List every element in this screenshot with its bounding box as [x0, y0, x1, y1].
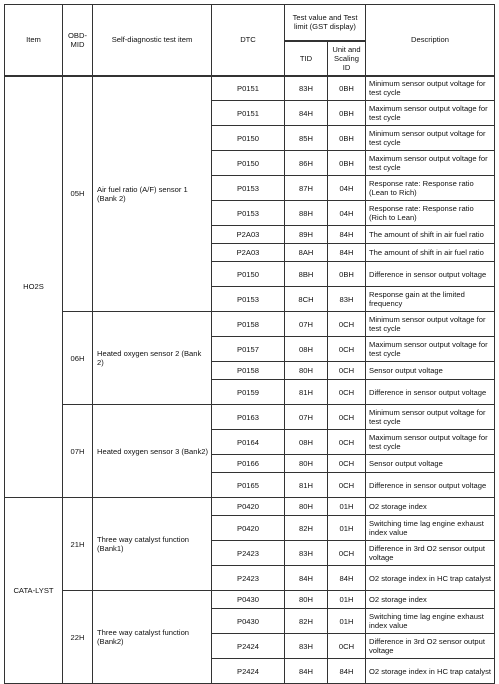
test-item-cell: Three way catalyst function (Bank2) [93, 591, 212, 684]
tid-cell: 8CH [285, 287, 328, 312]
unit-scaling-cell: 84H [328, 226, 366, 244]
tid-cell: 87H [285, 176, 328, 201]
tid-cell: 81H [285, 380, 328, 405]
dtc-cell: P0157 [212, 337, 285, 362]
dtc-cell: P0163 [212, 405, 285, 430]
description-cell: Difference in 3rd O2 sensor output voltage [366, 634, 495, 659]
dtc-cell: P0151 [212, 101, 285, 126]
dtc-cell: P2424 [212, 634, 285, 659]
dtc-cell: P0158 [212, 362, 285, 380]
description-cell: Sensor output voltage [366, 455, 495, 473]
unit-scaling-cell: 0CH [328, 634, 366, 659]
dtc-cell: P2A03 [212, 226, 285, 244]
unit-scaling-cell: 01H [328, 498, 366, 516]
dtc-cell: P0153 [212, 176, 285, 201]
header-test-item: Self-diagnostic test item [93, 5, 212, 76]
tid-cell: 82H [285, 516, 328, 541]
item-cell: HO2S [5, 76, 63, 498]
dtc-cell: P0164 [212, 430, 285, 455]
description-cell: Switching time lag engine exhaust index value [366, 516, 495, 541]
test-item-cell: Heated oxygen sensor 3 (Bank2) [93, 405, 212, 498]
description-cell: Minimum sensor output voltage for test cycle [366, 126, 495, 151]
tid-cell: 89H [285, 226, 328, 244]
tid-cell: 08H [285, 430, 328, 455]
dtc-cell: P0150 [212, 262, 285, 287]
description-cell: O2 storage index in HC trap catalyst [366, 659, 495, 684]
unit-scaling-cell: 0BH [328, 262, 366, 287]
test-item-cell: Air fuel ratio (A/F) sensor 1 (Bank 2) [93, 76, 212, 312]
tid-cell: 84H [285, 566, 328, 591]
tid-cell: 8AH [285, 244, 328, 262]
dtc-cell: P0159 [212, 380, 285, 405]
item-cell: CATA-LYST [5, 498, 63, 684]
tid-cell: 83H [285, 634, 328, 659]
description-cell: Minimum sensor output voltage for test cycle [366, 405, 495, 430]
header-item: Item [5, 5, 63, 76]
tid-cell: 8BH [285, 262, 328, 287]
dtc-cell: P0150 [212, 151, 285, 176]
description-cell: Difference in sensor output voltage [366, 262, 495, 287]
unit-scaling-cell: 0CH [328, 362, 366, 380]
unit-scaling-cell: 0BH [328, 101, 366, 126]
description-cell: Sensor output voltage [366, 362, 495, 380]
header-test-value-group: Test value and Test limit (GST display) [285, 5, 366, 41]
tid-cell: 83H [285, 76, 328, 101]
header-dtc: DTC [212, 5, 285, 76]
table-row [5, 591, 495, 609]
tid-cell: 07H [285, 405, 328, 430]
unit-scaling-cell: 84H [328, 244, 366, 262]
dtc-cell: P0151 [212, 76, 285, 101]
description-cell: Difference in sensor output voltage [366, 473, 495, 498]
tid-cell: 84H [285, 101, 328, 126]
tid-cell: 08H [285, 337, 328, 362]
diagnostic-test-table [4, 4, 495, 684]
tid-cell: 83H [285, 541, 328, 566]
dtc-cell: P2424 [212, 659, 285, 684]
header-tid: TID [285, 41, 328, 76]
tid-cell: 84H [285, 659, 328, 684]
description-cell: The amount of shift in air fuel ratio [366, 244, 495, 262]
dtc-cell: P0153 [212, 287, 285, 312]
unit-scaling-cell: 04H [328, 201, 366, 226]
table-row [5, 405, 495, 430]
unit-scaling-cell: 84H [328, 566, 366, 591]
tid-cell: 80H [285, 591, 328, 609]
description-cell: O2 storage index [366, 498, 495, 516]
dtc-cell: P2A03 [212, 244, 285, 262]
dtc-cell: P0165 [212, 473, 285, 498]
description-cell: Minimum sensor output voltage for test cycle [366, 312, 495, 337]
unit-scaling-cell: 0CH [328, 312, 366, 337]
tid-cell: 80H [285, 498, 328, 516]
description-cell: Maximum sensor output voltage for test cycle [366, 337, 495, 362]
dtc-cell: P2423 [212, 541, 285, 566]
header-description: Description [366, 5, 495, 76]
unit-scaling-cell: 0CH [328, 337, 366, 362]
unit-scaling-cell: 0CH [328, 380, 366, 405]
table-row [5, 76, 495, 101]
unit-scaling-cell: 01H [328, 516, 366, 541]
table-row [5, 498, 495, 516]
test-item-cell: Heated oxygen sensor 2 (Bank 2) [93, 312, 212, 405]
obd-mid-cell: 22H [63, 591, 93, 684]
description-cell: Response rate: Response ratio (Rich to Lean) [366, 201, 495, 226]
description-cell: Difference in 3rd O2 sensor output voltage [366, 541, 495, 566]
unit-scaling-cell: 01H [328, 591, 366, 609]
obd-mid-cell: 07H [63, 405, 93, 498]
description-cell: Response gain at the limited frequency [366, 287, 495, 312]
unit-scaling-cell: 84H [328, 659, 366, 684]
description-cell: Switching time lag engine exhaust index value [366, 609, 495, 634]
tid-cell: 80H [285, 362, 328, 380]
unit-scaling-cell: 0CH [328, 473, 366, 498]
dtc-cell: P0153 [212, 201, 285, 226]
description-cell: Response rate: Response ratio (Lean to Rich) [366, 176, 495, 201]
tid-cell: 88H [285, 201, 328, 226]
unit-scaling-cell: 0BH [328, 126, 366, 151]
dtc-cell: P0430 [212, 609, 285, 634]
description-cell: Maximum sensor output voltage for test cycle [366, 151, 495, 176]
dtc-cell: P2423 [212, 566, 285, 591]
tid-cell: 86H [285, 151, 328, 176]
description-cell: Minimum sensor output voltage for test cycle [366, 76, 495, 101]
obd-mid-cell: 21H [63, 498, 93, 591]
test-item-cell: Three way catalyst function (Bank1) [93, 498, 212, 591]
tid-cell: 81H [285, 473, 328, 498]
unit-scaling-cell: 01H [328, 609, 366, 634]
tid-cell: 82H [285, 609, 328, 634]
unit-scaling-cell: 0BH [328, 76, 366, 101]
unit-scaling-cell: 0CH [328, 541, 366, 566]
dtc-cell: P0430 [212, 591, 285, 609]
table-body [5, 76, 495, 684]
tid-cell: 85H [285, 126, 328, 151]
unit-scaling-cell: 04H [328, 176, 366, 201]
dtc-cell: P0420 [212, 498, 285, 516]
tid-cell: 80H [285, 455, 328, 473]
description-cell: Maximum sensor output voltage for test cycle [366, 101, 495, 126]
obd-mid-cell: 06H [63, 312, 93, 405]
unit-scaling-cell: 0CH [328, 405, 366, 430]
unit-scaling-cell: 0CH [328, 455, 366, 473]
unit-scaling-cell: 0BH [328, 151, 366, 176]
dtc-cell: P0150 [212, 126, 285, 151]
header-unit-scaling: Unit and Scaling ID [328, 41, 366, 76]
description-cell: Difference in sensor output voltage [366, 380, 495, 405]
description-cell: Maximum sensor output voltage for test cycle [366, 430, 495, 455]
table-header [5, 5, 495, 76]
obd-mid-cell: 05H [63, 76, 93, 312]
unit-scaling-cell: 0CH [328, 430, 366, 455]
header-obd-mid: OBD-MID [63, 5, 93, 76]
table-row [5, 312, 495, 337]
unit-scaling-cell: 83H [328, 287, 366, 312]
description-cell: O2 storage index in HC trap catalyst [366, 566, 495, 591]
dtc-cell: P0166 [212, 455, 285, 473]
tid-cell: 07H [285, 312, 328, 337]
description-cell: The amount of shift in air fuel ratio [366, 226, 495, 244]
dtc-cell: P0158 [212, 312, 285, 337]
description-cell: O2 storage index [366, 591, 495, 609]
dtc-cell: P0420 [212, 516, 285, 541]
